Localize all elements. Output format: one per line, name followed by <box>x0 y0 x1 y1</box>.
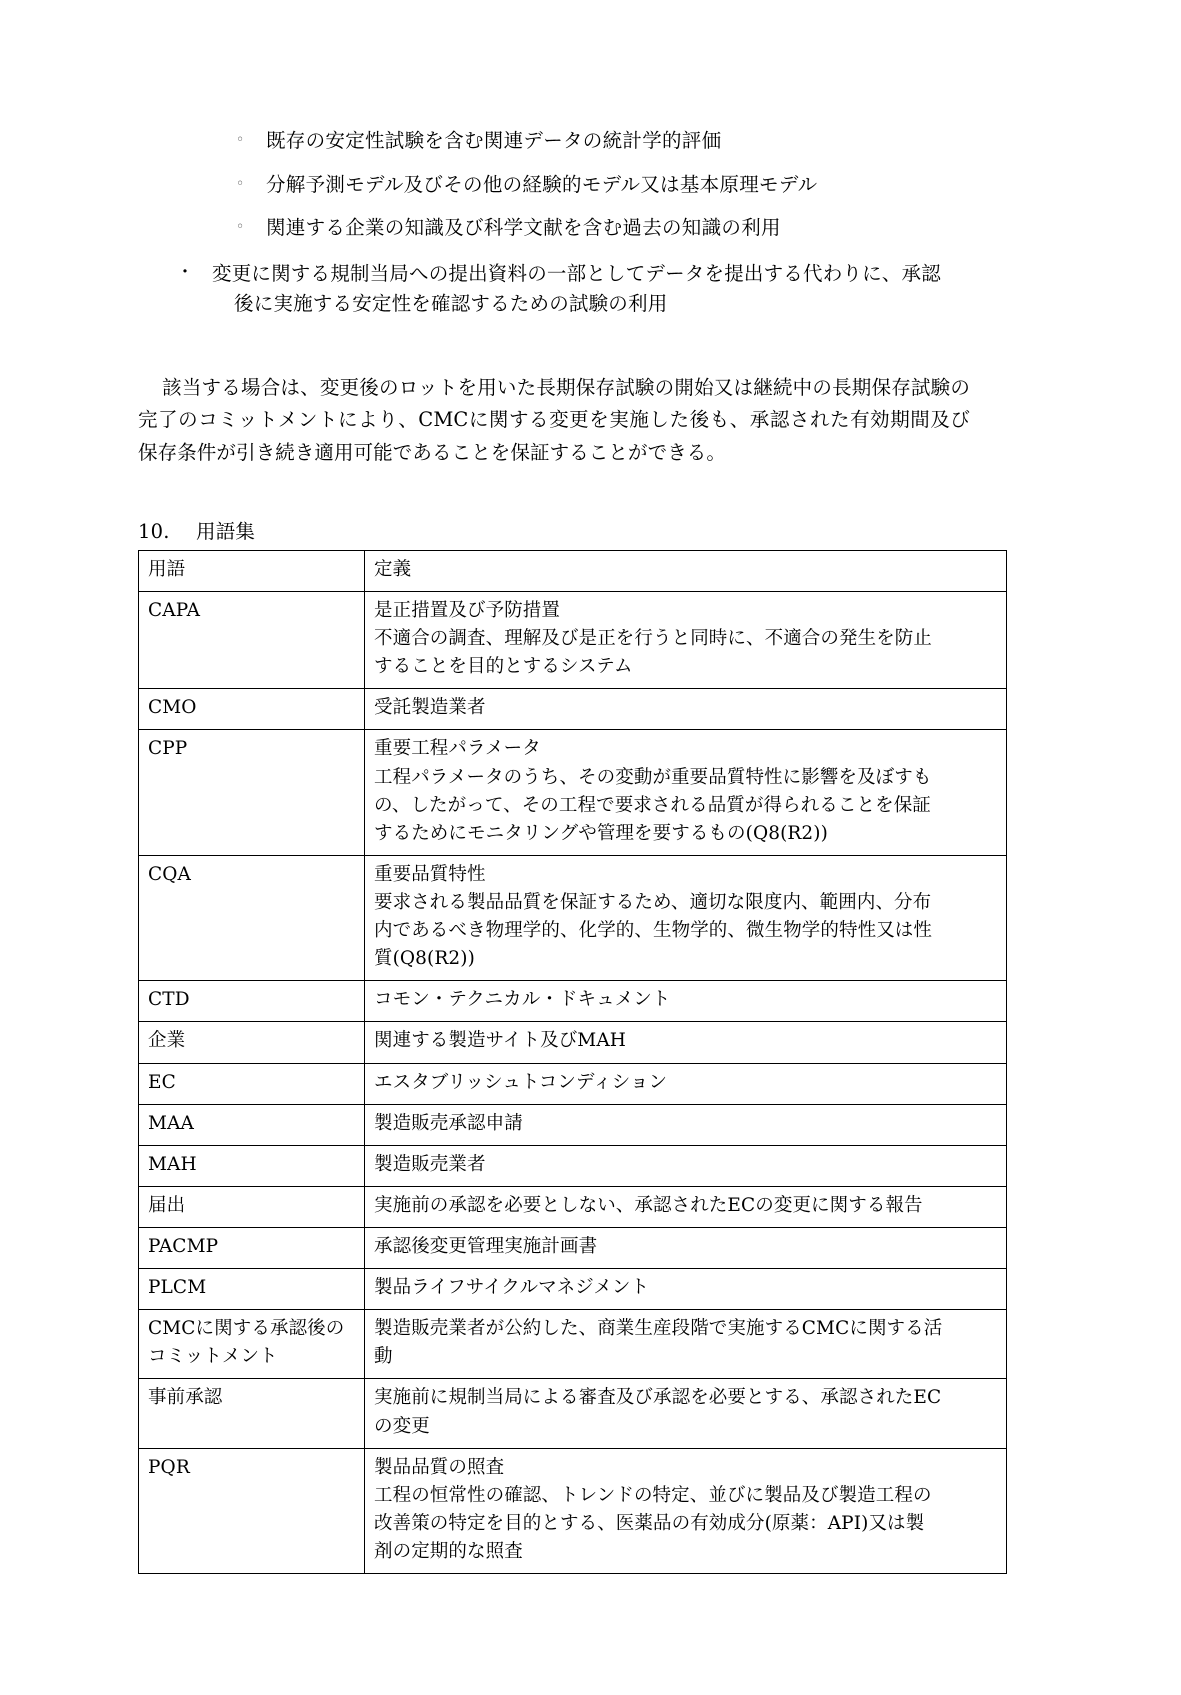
definition-line: 製品品質の照査 <box>374 1456 505 1478</box>
table-cell-term: MAH <box>139 1145 365 1186</box>
definition-lines <box>374 1315 998 1371</box>
table-cell-definition <box>365 1379 1007 1448</box>
definition-lines <box>374 694 998 722</box>
definition-line: 製品ライフサイクルマネジメント <box>374 1277 650 1299</box>
glossary-table <box>138 550 1007 1574</box>
table-cell-definition <box>365 592 1007 689</box>
table-cell-term: 事前承認 <box>139 1379 365 1448</box>
table-cell-term: PLCM <box>139 1269 365 1310</box>
circle-bullet-icon: ◦ <box>236 175 245 192</box>
table-cell-definition <box>365 1104 1007 1145</box>
table-cell-definition <box>365 1145 1007 1186</box>
definition-line: 製造販売承認申請 <box>374 1112 523 1134</box>
definition-line: 実施前に規制当局による審査及び承認を必要とする、承認されたEC <box>374 1387 942 1409</box>
glossary-table-body <box>139 550 1007 1573</box>
circle-bullet-icon: ◦ <box>236 219 245 236</box>
table-row <box>139 1379 1007 1448</box>
definition-line: 不適合の調査、理解及び是正を行うと同時に、不適合の発生を防止 <box>374 628 933 650</box>
definition-lines <box>374 1233 998 1261</box>
table-cell-definition <box>365 1310 1007 1379</box>
table-row <box>139 1310 1007 1379</box>
definition-line: 剤の定期的な照査 <box>374 1540 523 1562</box>
table-cell-term: CAPA <box>139 592 365 689</box>
main-bullet-line-1: 変更に関する規制当局への提出資料の一部としてデータを提出する代わりに、承認 <box>212 262 941 286</box>
table-cell-definition <box>365 1448 1007 1573</box>
table-cell-definition <box>365 1186 1007 1227</box>
definition-line: 関連する製造サイト及びMAH <box>374 1030 627 1052</box>
sub-bullet-text: 既存の安定性試験を含む関連データの統計学的評価 <box>266 129 722 152</box>
header-cell-definition: 定義 <box>365 550 1007 591</box>
definition-lines <box>374 986 998 1014</box>
table-row <box>139 730 1007 855</box>
body-paragraph-text: 該当する場合は、変更後のロットを用いた長期保存試験の開始又は継続中の長期保存試験の完了のコミットメントにより、CMCに関する変更を実施した後も、承認された有効期間及び保存条件が引き続き適用可能であることを保証することができる。 <box>138 375 970 465</box>
table-cell-term: 企業 <box>139 1022 365 1063</box>
body-paragraph <box>138 372 970 470</box>
main-bullet-item <box>138 259 970 319</box>
definition-line: 是正措置及び予防措置 <box>374 600 561 621</box>
definition-line: 内であるべき物理学的、化学的、生物学的、微生物学的特性又は性 <box>374 920 933 942</box>
sub-bullet-item <box>138 215 970 241</box>
table-cell-definition <box>365 855 1007 980</box>
definition-line: 工程の恒常性の確認、トレンドの特定、並びに製品及び製造工程の <box>374 1484 932 1506</box>
table-row <box>139 981 1007 1022</box>
sub-bullet-text: 分解予測モデル及びその他の経験的モデル又は基本原理モデル <box>266 172 818 196</box>
table-row <box>139 855 1007 980</box>
definition-line: 質(Q8(R2)) <box>374 948 475 970</box>
table-row <box>139 1104 1007 1145</box>
definition-line: 実施前の承認を必要としない、承認されたECの変更に関する報告 <box>374 1194 923 1216</box>
definition-line: 改善策の特定を目的とする、医薬品の有効成分(原薬：API)又は製 <box>374 1512 925 1534</box>
definition-lines <box>374 861 998 973</box>
table-cell-definition <box>365 981 1007 1022</box>
section-number: 10. <box>138 519 170 543</box>
definition-line: エスタブリッシュトコンディション <box>374 1071 668 1093</box>
definition-lines <box>374 1454 998 1566</box>
table-cell-definition <box>365 1063 1007 1104</box>
definition-lines <box>374 1069 998 1097</box>
table-cell-term: EC <box>139 1063 365 1104</box>
definition-lines <box>374 1027 998 1055</box>
main-bullet-text <box>212 259 970 319</box>
definition-line: の、したがって、その工程で要求される品質が得られることを保証 <box>374 794 931 816</box>
definition-line: 要求される製品品質を保証するため、適切な限度内、範囲内、分布 <box>374 891 932 913</box>
circle-bullet-icon: ◦ <box>236 132 245 148</box>
definition-lines <box>374 1110 998 1138</box>
definition-line: 重要品質特性 <box>374 863 486 885</box>
definition-lines <box>374 1151 998 1179</box>
table-row <box>139 1227 1007 1268</box>
table-row <box>139 1186 1007 1227</box>
table-row <box>139 689 1007 730</box>
table-row <box>139 1063 1007 1104</box>
table-cell-definition <box>365 730 1007 855</box>
header-cell-term: 用語 <box>139 550 365 591</box>
table-cell-term: CQA <box>139 855 365 980</box>
definition-line: 製造販売業者 <box>374 1153 486 1175</box>
table-cell-term: PACMP <box>139 1227 365 1268</box>
table-row <box>139 1022 1007 1063</box>
definition-lines <box>374 735 998 847</box>
table-cell-term: 届出 <box>139 1186 365 1227</box>
definition-lines <box>374 1192 998 1220</box>
definition-lines <box>374 597 998 681</box>
dot-bullet-icon: ・ <box>176 262 194 284</box>
table-cell-term: PQR <box>139 1448 365 1573</box>
definition-line: 動 <box>374 1346 393 1368</box>
table-cell-definition <box>365 1227 1007 1268</box>
table-cell-definition <box>365 1022 1007 1063</box>
table-header-row <box>139 550 1007 591</box>
table-row <box>139 1145 1007 1186</box>
table-cell-term: MAA <box>139 1104 365 1145</box>
table-row <box>139 1269 1007 1310</box>
table-cell-term: CMO <box>139 689 365 730</box>
bullet-list <box>138 128 970 320</box>
definition-line: 承認後変更管理実施計画書 <box>374 1235 598 1257</box>
definition-line: するためにモニタリングや管理を要するもの(Q8(R2)) <box>374 822 828 844</box>
table-cell-term: CTD <box>139 981 365 1022</box>
definition-line: 工程パラメータのうち、その変動が重要品質特性に影響を及ぼすも <box>374 766 932 788</box>
table-cell-definition <box>365 689 1007 730</box>
table-row <box>139 592 1007 689</box>
definition-line: 製造販売業者が公約した、商業生産段階で実施するCMCに関する活 <box>374 1318 943 1340</box>
definition-line: 受託製造業者 <box>374 697 486 719</box>
section-title: 用語集 <box>196 519 256 543</box>
definition-line: することを目的とするシステム <box>374 656 633 678</box>
page-content <box>138 128 970 1574</box>
definition-lines <box>374 1384 998 1440</box>
table-row <box>139 1448 1007 1573</box>
sub-bullet-item <box>138 172 970 198</box>
sub-bullet-text: 関連する企業の知識及び科学文献を含む過去の知識の利用 <box>266 216 781 240</box>
sub-bullet-item <box>138 128 970 154</box>
definition-lines <box>374 1274 998 1302</box>
definition-line: の変更 <box>374 1415 430 1437</box>
definition-line: コモン・テクニカル・ドキュメント <box>374 989 671 1011</box>
table-cell-term: CMCに関する承認後のコミットメント <box>139 1310 365 1379</box>
table-cell-term: CPP <box>139 730 365 855</box>
section-heading <box>138 516 970 544</box>
table-cell-definition <box>365 1269 1007 1310</box>
definition-line: 重要工程パラメータ <box>374 738 541 760</box>
main-bullet-line-2: 後に実施する安定性を確認するための試験の利用 <box>234 292 668 316</box>
